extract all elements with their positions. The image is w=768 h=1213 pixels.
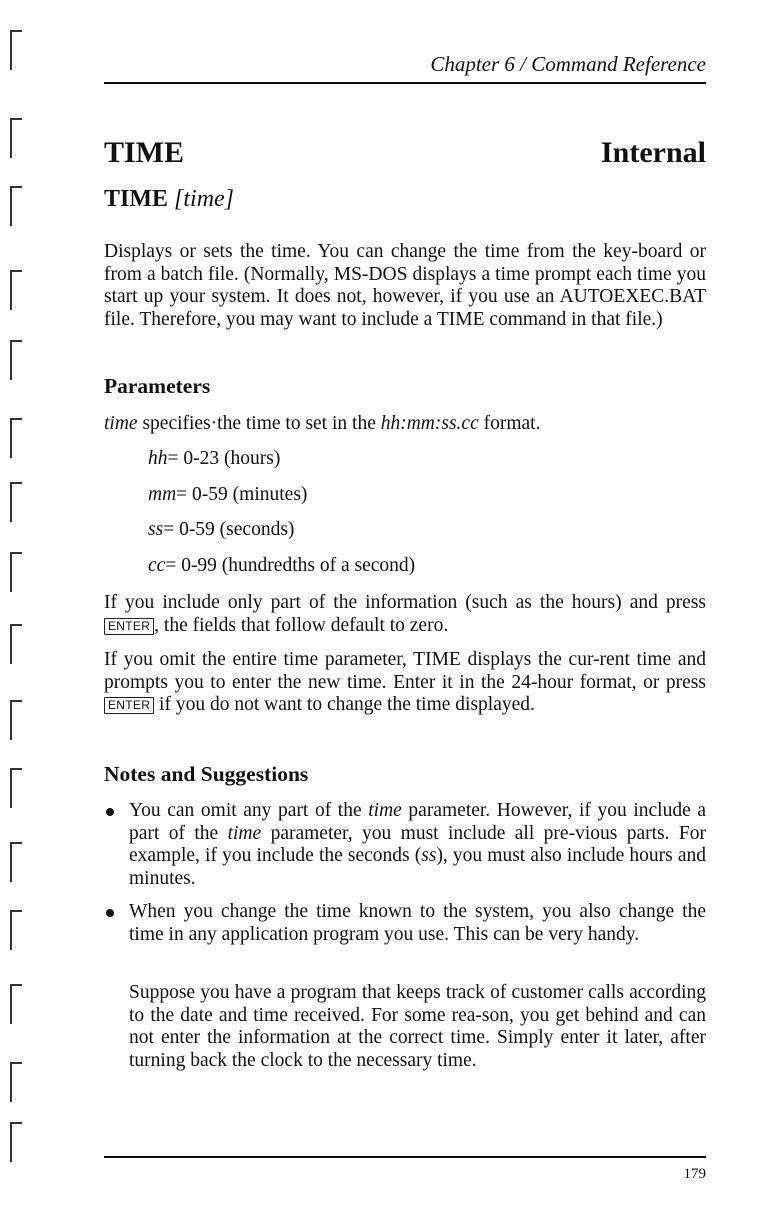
binding-mark xyxy=(10,624,22,664)
note-text: You can omit any part of the time parameter. However, if you include a part of the time parameter, you must include all pre-vious parts. For example, if you include the seconds (ss), you must also include hours and minutes. xyxy=(129,800,706,889)
command-name: TIME xyxy=(104,136,185,169)
param-lead-text-b: format. xyxy=(478,413,541,434)
example-paragraph: Suppose you have a program that keeps track of customer calls according to the date and time received. For some rea-son, you get behind and can not enter the information at the correct time. Simply enter it later, after turning back the clock to the necessary time. xyxy=(129,982,706,1071)
page-number: 179 xyxy=(683,1166,706,1182)
syntax-line xyxy=(104,186,234,213)
binding-mark xyxy=(10,1122,22,1162)
footer-rule xyxy=(104,1156,706,1158)
binding-mark xyxy=(10,700,22,740)
binding-mark xyxy=(10,984,22,1024)
parameter-list xyxy=(148,448,415,590)
binding-mark xyxy=(10,482,22,522)
note-text: When you change the time known to the system, you also change the time in any application program you use. This can be very handy. xyxy=(129,901,706,945)
parameter-item: cc= 0-99 (hundredths of a second) xyxy=(148,554,416,576)
binding-mark xyxy=(10,118,22,158)
bullet-icon xyxy=(106,909,114,917)
binding-mark xyxy=(10,1062,22,1102)
intro-paragraph: Displays or sets the time. You can change the time from the key-board or from a batch file. (Normally, MS-DOS displays a time prompt each time you start up your system. It does not, however, if you use an AUTOEXEC.BAT file. Therefore, you may want to include a TIME command in that file.) xyxy=(104,241,706,330)
omit-parameter-paragraph: If you omit the entire time parameter, TIME displays the cur-rent time and prompts you to enter the new time. Enter it in the 24-hour format, or press ENTER if you do not want to change the time displayed. xyxy=(104,649,706,715)
binding-mark xyxy=(10,418,22,458)
running-head: Chapter 6 / Command Reference xyxy=(430,52,706,76)
binding-mark xyxy=(10,552,22,592)
notes-heading: Notes and Suggestions xyxy=(104,762,309,786)
parameter-lead xyxy=(104,413,706,436)
binding-mark xyxy=(10,270,22,310)
binding-mark xyxy=(10,910,22,950)
header-rule xyxy=(104,82,706,84)
syntax-keyword: TIME xyxy=(104,186,169,212)
binding-marks xyxy=(8,30,30,1160)
time-format: hh:mm:ss.cc xyxy=(380,413,479,434)
param-name: time xyxy=(104,413,138,434)
param-lead-text-a: specifies·the time to set in the xyxy=(137,413,381,434)
syntax-argument: [time] xyxy=(174,186,235,212)
binding-mark xyxy=(10,842,22,882)
bullet-icon xyxy=(106,808,114,816)
parameters-heading: Parameters xyxy=(104,374,211,398)
enter-key-icon: ENTER xyxy=(104,618,154,635)
note-bullet xyxy=(104,800,706,890)
partial-info-paragraph: If you include only part of the information (such as the hours) and press ENTER , the fields that follow default to zero. xyxy=(104,592,706,636)
command-type: Internal xyxy=(601,136,706,169)
binding-mark xyxy=(10,768,22,808)
enter-key-icon: ENTER xyxy=(104,697,154,714)
binding-mark xyxy=(10,186,22,226)
parameter-item: ss= 0-59 (seconds) xyxy=(148,519,295,540)
note-bullet xyxy=(104,901,706,946)
binding-mark xyxy=(10,340,22,380)
parameter-item: hh= 0-23 (hours) xyxy=(148,448,281,469)
parameter-item: mm= 0-59 (minutes) xyxy=(148,483,308,505)
binding-mark xyxy=(10,30,22,70)
